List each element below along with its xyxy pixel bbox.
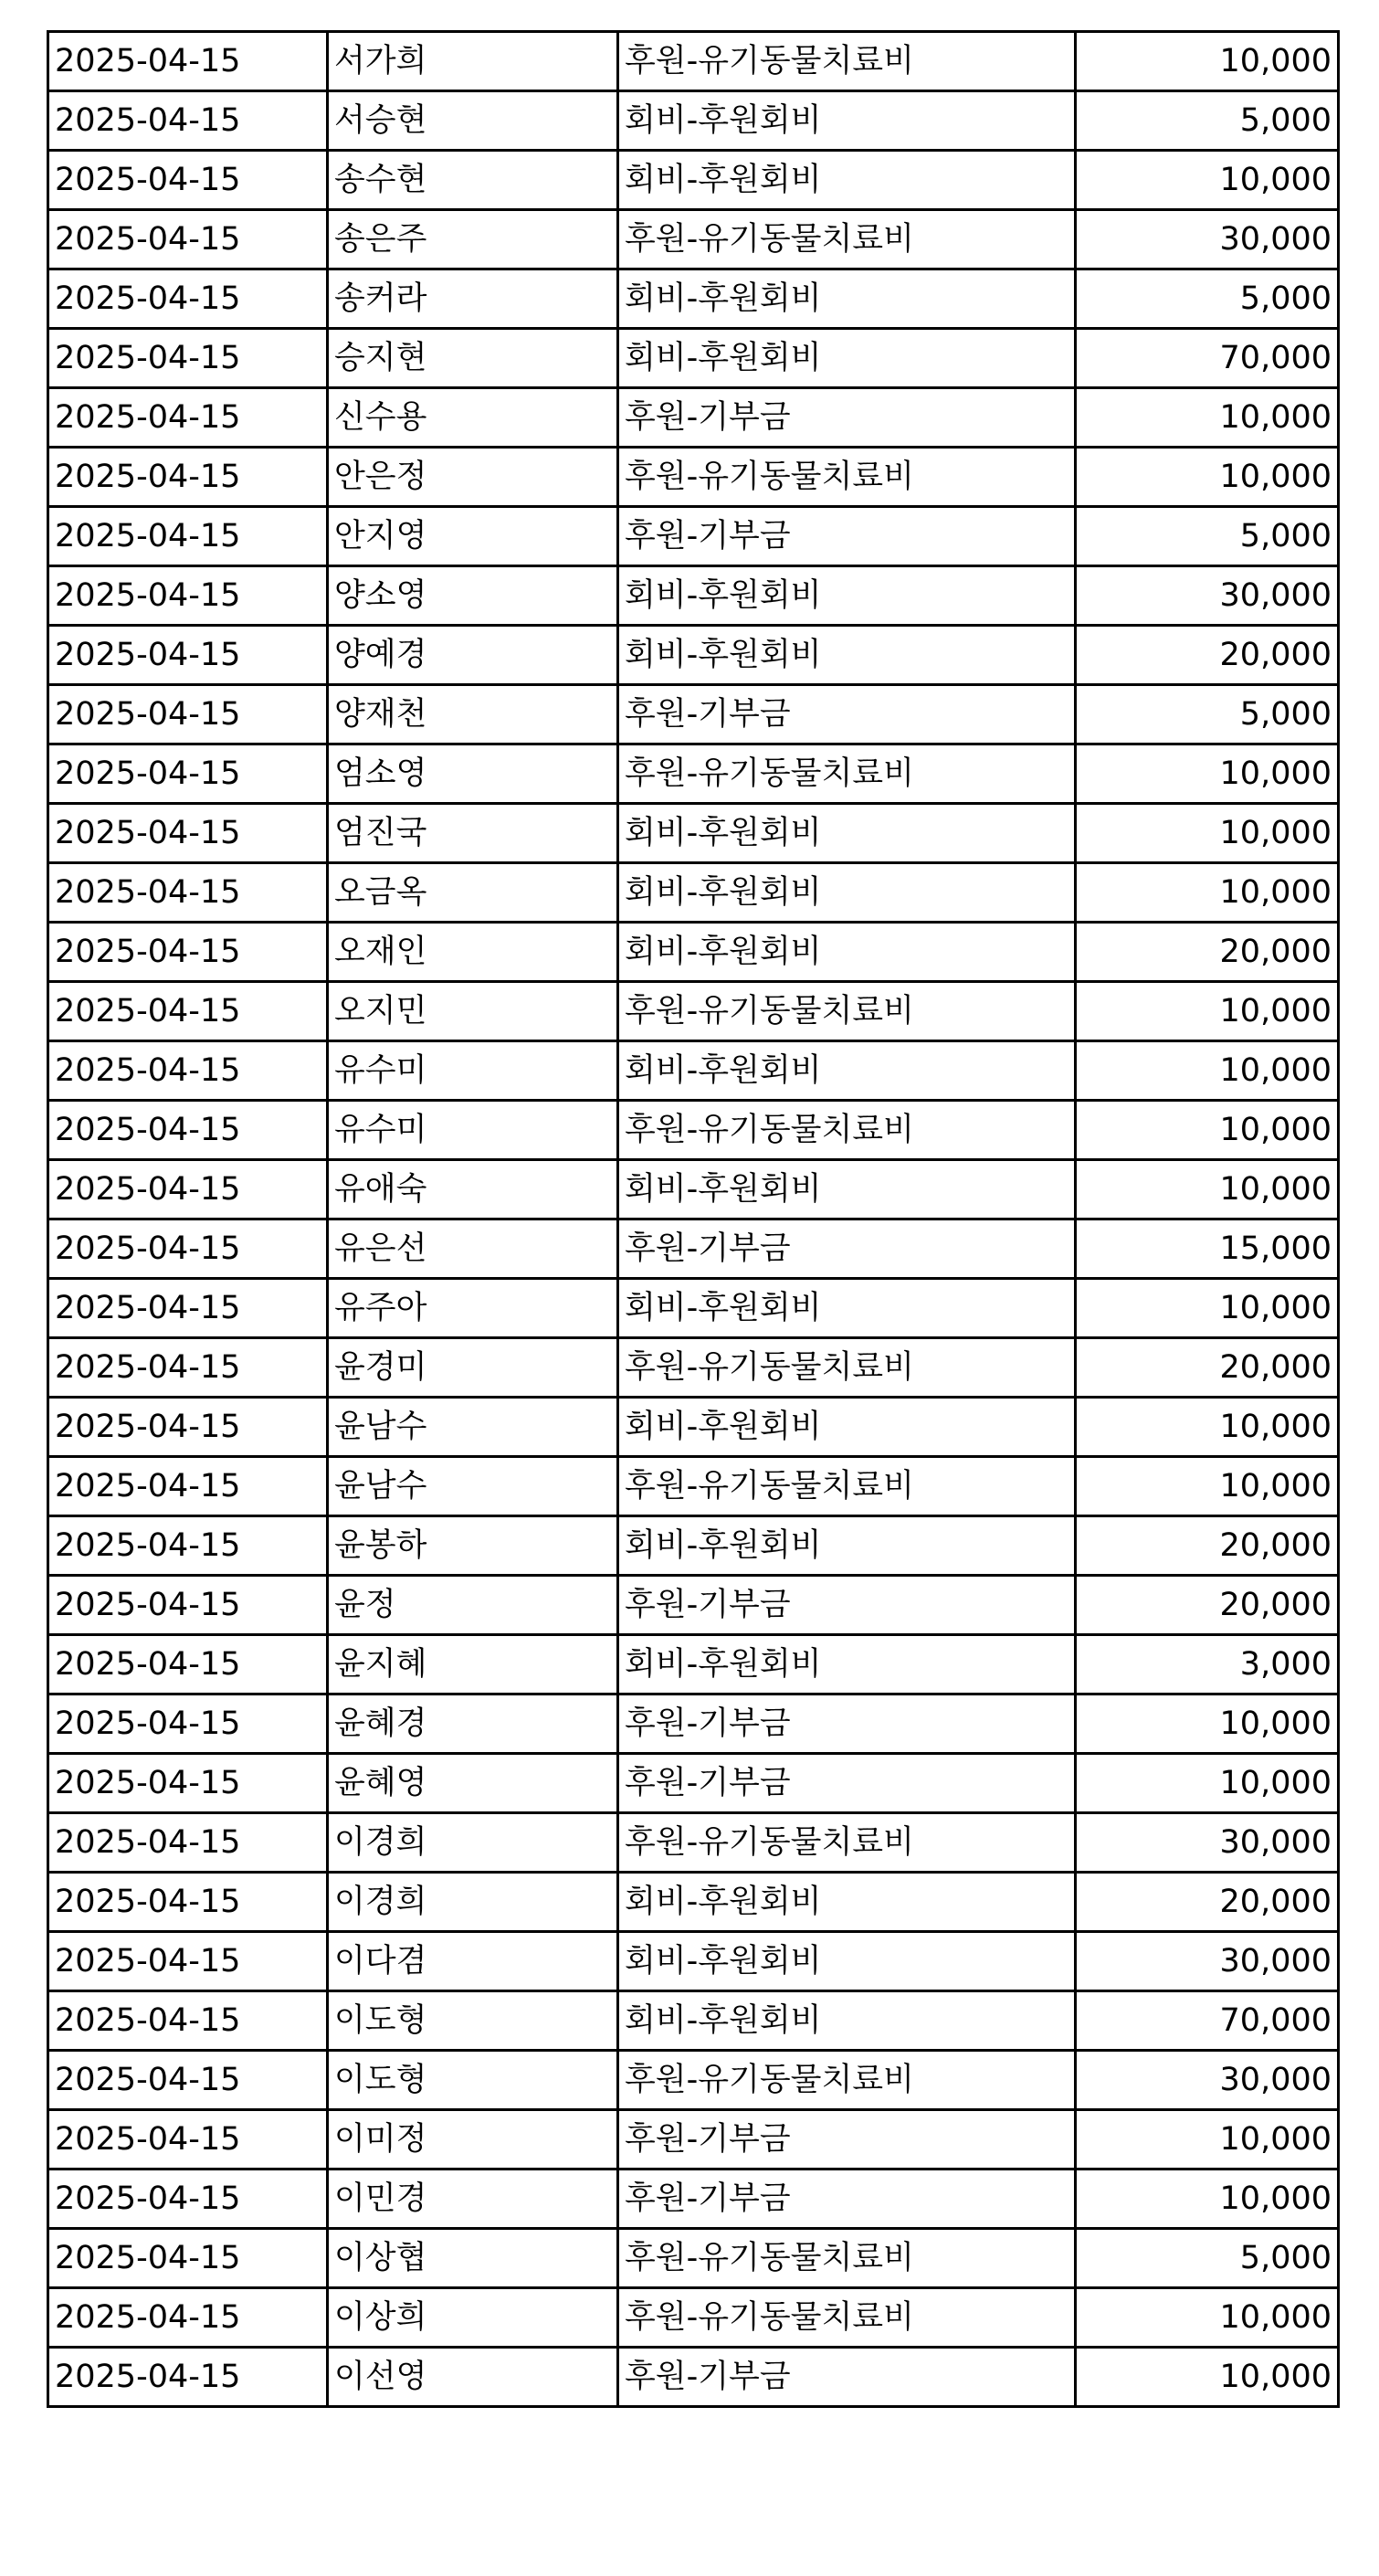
amount-cell: 10,000: [1076, 1754, 1339, 1813]
donor-name-cell: 양소영: [328, 566, 618, 626]
amount-cell: 20,000: [1076, 1338, 1339, 1398]
category-cell: 후원-기부금: [618, 2110, 1076, 2170]
table-row: [48, 1813, 1339, 1873]
amount-cell: 10,000: [1076, 1101, 1339, 1160]
amount-cell: 10,000: [1076, 863, 1339, 923]
date-cell: 2025-04-15: [48, 863, 328, 923]
table-row: [48, 1101, 1339, 1160]
table-row: [48, 804, 1339, 863]
date-cell: 2025-04-15: [48, 210, 328, 269]
date-cell: 2025-04-15: [48, 448, 328, 507]
table-row: [48, 1576, 1339, 1635]
donor-name-cell: 이경희: [328, 1873, 618, 1932]
donation-ledger-table: [47, 30, 1340, 2408]
date-cell: 2025-04-15: [48, 388, 328, 448]
table-row: [48, 2288, 1339, 2348]
table-row: [48, 269, 1339, 329]
table-row: [48, 507, 1339, 566]
table-row: [48, 91, 1339, 151]
date-cell: 2025-04-15: [48, 1219, 328, 1279]
amount-cell: 20,000: [1076, 923, 1339, 982]
table-row: [48, 1694, 1339, 1754]
category-cell: 후원-기부금: [618, 1694, 1076, 1754]
amount-cell: 3,000: [1076, 1635, 1339, 1694]
category-cell: 회비-후원회비: [618, 1160, 1076, 1219]
table-row: [48, 1635, 1339, 1694]
amount-cell: 10,000: [1076, 1041, 1339, 1101]
table-row: [48, 1160, 1339, 1219]
amount-cell: 5,000: [1076, 2229, 1339, 2288]
date-cell: 2025-04-15: [48, 2170, 328, 2229]
category-cell: 후원-유기동물치료비: [618, 2229, 1076, 2288]
donor-name-cell: 이미정: [328, 2110, 618, 2170]
donor-name-cell: 유애숙: [328, 1160, 618, 1219]
category-cell: 후원-기부금: [618, 1219, 1076, 1279]
date-cell: 2025-04-15: [48, 1991, 328, 2051]
category-cell: 후원-기부금: [618, 2348, 1076, 2407]
category-cell: 후원-유기동물치료비: [618, 744, 1076, 804]
date-cell: 2025-04-15: [48, 2348, 328, 2407]
date-cell: 2025-04-15: [48, 151, 328, 210]
donor-name-cell: 신수용: [328, 388, 618, 448]
amount-cell: 30,000: [1076, 566, 1339, 626]
donor-name-cell: 이민경: [328, 2170, 618, 2229]
category-cell: 후원-유기동물치료비: [618, 982, 1076, 1041]
donor-name-cell: 이경희: [328, 1813, 618, 1873]
date-cell: 2025-04-15: [48, 626, 328, 685]
table-row: [48, 2170, 1339, 2229]
date-cell: 2025-04-15: [48, 566, 328, 626]
donor-name-cell: 윤남수: [328, 1457, 618, 1516]
table-row: [48, 2348, 1339, 2407]
category-cell: 회비-후원회비: [618, 863, 1076, 923]
category-cell: 회비-후원회비: [618, 1516, 1076, 1576]
category-cell: 회비-후원회비: [618, 804, 1076, 863]
amount-cell: 70,000: [1076, 1991, 1339, 2051]
amount-cell: 10,000: [1076, 1457, 1339, 1516]
category-cell: 후원-유기동물치료비: [618, 1338, 1076, 1398]
table-row: [48, 1873, 1339, 1932]
donor-name-cell: 송은주: [328, 210, 618, 269]
donor-name-cell: 송수현: [328, 151, 618, 210]
amount-cell: 10,000: [1076, 744, 1339, 804]
donor-name-cell: 윤경미: [328, 1338, 618, 1398]
table-row: [48, 210, 1339, 269]
table-row: [48, 685, 1339, 744]
table-row: [48, 32, 1339, 91]
donor-name-cell: 유수미: [328, 1041, 618, 1101]
date-cell: 2025-04-15: [48, 1873, 328, 1932]
category-cell: 후원-유기동물치료비: [618, 1101, 1076, 1160]
category-cell: 회비-후원회비: [618, 1873, 1076, 1932]
date-cell: 2025-04-15: [48, 685, 328, 744]
category-cell: 후원-유기동물치료비: [618, 448, 1076, 507]
date-cell: 2025-04-15: [48, 32, 328, 91]
table-row: [48, 151, 1339, 210]
amount-cell: 10,000: [1076, 1279, 1339, 1338]
table-row: [48, 1932, 1339, 1991]
date-cell: 2025-04-15: [48, 1576, 328, 1635]
amount-cell: 10,000: [1076, 151, 1339, 210]
category-cell: 후원-기부금: [618, 1754, 1076, 1813]
date-cell: 2025-04-15: [48, 329, 328, 388]
category-cell: 후원-유기동물치료비: [618, 2288, 1076, 2348]
date-cell: 2025-04-15: [48, 1813, 328, 1873]
date-cell: 2025-04-15: [48, 2288, 328, 2348]
date-cell: 2025-04-15: [48, 2110, 328, 2170]
table-row: [48, 744, 1339, 804]
ledger-body: [48, 32, 1339, 2407]
donor-name-cell: 서가희: [328, 32, 618, 91]
donor-name-cell: 안지영: [328, 507, 618, 566]
category-cell: 회비-후원회비: [618, 91, 1076, 151]
amount-cell: 20,000: [1076, 1576, 1339, 1635]
category-cell: 회비-후원회비: [618, 329, 1076, 388]
donor-name-cell: 윤혜경: [328, 1694, 618, 1754]
donor-name-cell: 안은정: [328, 448, 618, 507]
date-cell: 2025-04-15: [48, 804, 328, 863]
donor-name-cell: 이도형: [328, 1991, 618, 2051]
donor-name-cell: 엄소영: [328, 744, 618, 804]
donor-name-cell: 오재인: [328, 923, 618, 982]
table-row: [48, 2110, 1339, 2170]
date-cell: 2025-04-15: [48, 1160, 328, 1219]
donor-name-cell: 윤남수: [328, 1398, 618, 1457]
donor-name-cell: 송커라: [328, 269, 618, 329]
donor-name-cell: 유주아: [328, 1279, 618, 1338]
donor-name-cell: 오지민: [328, 982, 618, 1041]
date-cell: 2025-04-15: [48, 1338, 328, 1398]
donor-name-cell: 엄진국: [328, 804, 618, 863]
donor-name-cell: 이다겸: [328, 1932, 618, 1991]
donor-name-cell: 유은선: [328, 1219, 618, 1279]
category-cell: 후원-유기동물치료비: [618, 32, 1076, 91]
date-cell: 2025-04-15: [48, 1932, 328, 1991]
date-cell: 2025-04-15: [48, 1041, 328, 1101]
date-cell: 2025-04-15: [48, 1754, 328, 1813]
amount-cell: 10,000: [1076, 32, 1339, 91]
amount-cell: 70,000: [1076, 329, 1339, 388]
table-row: [48, 1338, 1339, 1398]
amount-cell: 20,000: [1076, 1873, 1339, 1932]
amount-cell: 10,000: [1076, 448, 1339, 507]
table-row: [48, 329, 1339, 388]
date-cell: 2025-04-15: [48, 91, 328, 151]
date-cell: 2025-04-15: [48, 744, 328, 804]
table-row: [48, 1754, 1339, 1813]
donor-name-cell: 오금옥: [328, 863, 618, 923]
category-cell: 후원-기부금: [618, 2170, 1076, 2229]
date-cell: 2025-04-15: [48, 2051, 328, 2110]
amount-cell: 10,000: [1076, 1398, 1339, 1457]
date-cell: 2025-04-15: [48, 1457, 328, 1516]
date-cell: 2025-04-15: [48, 1279, 328, 1338]
amount-cell: 30,000: [1076, 1932, 1339, 1991]
amount-cell: 30,000: [1076, 210, 1339, 269]
category-cell: 후원-기부금: [618, 685, 1076, 744]
amount-cell: 10,000: [1076, 982, 1339, 1041]
donor-name-cell: 윤봉하: [328, 1516, 618, 1576]
table-row: [48, 566, 1339, 626]
amount-cell: 20,000: [1076, 1516, 1339, 1576]
category-cell: 회비-후원회비: [618, 151, 1076, 210]
table-row: [48, 1041, 1339, 1101]
table-row: [48, 2051, 1339, 2110]
table-row: [48, 448, 1339, 507]
donor-name-cell: 이상협: [328, 2229, 618, 2288]
table-row: [48, 923, 1339, 982]
category-cell: 회비-후원회비: [618, 269, 1076, 329]
category-cell: 회비-후원회비: [618, 1279, 1076, 1338]
category-cell: 회비-후원회비: [618, 1635, 1076, 1694]
category-cell: 회비-후원회비: [618, 626, 1076, 685]
date-cell: 2025-04-15: [48, 982, 328, 1041]
table-row: [48, 1457, 1339, 1516]
amount-cell: 5,000: [1076, 685, 1339, 744]
amount-cell: 15,000: [1076, 1219, 1339, 1279]
date-cell: 2025-04-15: [48, 269, 328, 329]
table-row: [48, 388, 1339, 448]
category-cell: 회비-후원회비: [618, 1932, 1076, 1991]
table-row: [48, 1516, 1339, 1576]
donor-name-cell: 윤정: [328, 1576, 618, 1635]
amount-cell: 10,000: [1076, 2110, 1339, 2170]
amount-cell: 10,000: [1076, 2288, 1339, 2348]
category-cell: 후원-유기동물치료비: [618, 1813, 1076, 1873]
date-cell: 2025-04-15: [48, 507, 328, 566]
donor-name-cell: 이도형: [328, 2051, 618, 2110]
amount-cell: 5,000: [1076, 507, 1339, 566]
category-cell: 회비-후원회비: [618, 1398, 1076, 1457]
amount-cell: 10,000: [1076, 2170, 1339, 2229]
table-row: [48, 1219, 1339, 1279]
category-cell: 회비-후원회비: [618, 1991, 1076, 2051]
donor-name-cell: 유수미: [328, 1101, 618, 1160]
date-cell: 2025-04-15: [48, 1694, 328, 1754]
amount-cell: 10,000: [1076, 1160, 1339, 1219]
amount-cell: 5,000: [1076, 269, 1339, 329]
date-cell: 2025-04-15: [48, 1516, 328, 1576]
category-cell: 후원-유기동물치료비: [618, 210, 1076, 269]
amount-cell: 10,000: [1076, 388, 1339, 448]
donor-name-cell: 이상희: [328, 2288, 618, 2348]
category-cell: 회비-후원회비: [618, 1041, 1076, 1101]
donor-name-cell: 양예경: [328, 626, 618, 685]
donor-name-cell: 서승현: [328, 91, 618, 151]
category-cell: 후원-유기동물치료비: [618, 2051, 1076, 2110]
table-row: [48, 2229, 1339, 2288]
amount-cell: 30,000: [1076, 2051, 1339, 2110]
date-cell: 2025-04-15: [48, 1398, 328, 1457]
amount-cell: 10,000: [1076, 1694, 1339, 1754]
amount-cell: 30,000: [1076, 1813, 1339, 1873]
table-row: [48, 626, 1339, 685]
category-cell: 후원-유기동물치료비: [618, 1457, 1076, 1516]
donor-name-cell: 윤지혜: [328, 1635, 618, 1694]
table-row: [48, 1991, 1339, 2051]
date-cell: 2025-04-15: [48, 1101, 328, 1160]
category-cell: 후원-기부금: [618, 1576, 1076, 1635]
category-cell: 회비-후원회비: [618, 923, 1076, 982]
amount-cell: 20,000: [1076, 626, 1339, 685]
category-cell: 회비-후원회비: [618, 566, 1076, 626]
date-cell: 2025-04-15: [48, 923, 328, 982]
table-row: [48, 863, 1339, 923]
table-row: [48, 982, 1339, 1041]
donor-name-cell: 이선영: [328, 2348, 618, 2407]
donor-name-cell: 승지현: [328, 329, 618, 388]
date-cell: 2025-04-15: [48, 1635, 328, 1694]
date-cell: 2025-04-15: [48, 2229, 328, 2288]
table-row: [48, 1398, 1339, 1457]
donor-name-cell: 윤혜영: [328, 1754, 618, 1813]
table-row: [48, 1279, 1339, 1338]
amount-cell: 10,000: [1076, 804, 1339, 863]
amount-cell: 5,000: [1076, 91, 1339, 151]
donor-name-cell: 양재천: [328, 685, 618, 744]
category-cell: 후원-기부금: [618, 507, 1076, 566]
category-cell: 후원-기부금: [618, 388, 1076, 448]
amount-cell: 10,000: [1076, 2348, 1339, 2407]
